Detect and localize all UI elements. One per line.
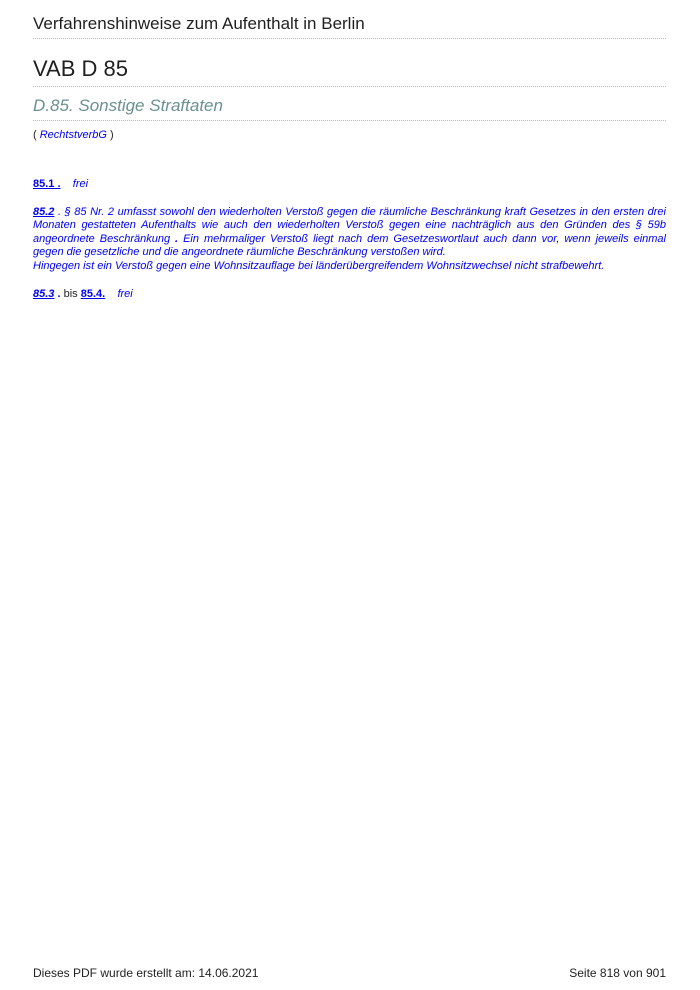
paragraph-bold-dot: . bbox=[170, 232, 179, 245]
section-dot-85-1[interactable]: . bbox=[54, 178, 61, 190]
page-footer bbox=[33, 966, 666, 980]
range-word: bis bbox=[60, 287, 81, 300]
section-subtitle: D.85. Sonstige Straftaten bbox=[33, 96, 666, 121]
paragraph-text-85-2b: Ein mehrmaliger Verstoß liegt nach dem Gesetzeswortlaut auch dann vor, wenn jeweils einmal gegen die gesetzliche und die angeordnete räumliche Beschränkung verstoßen wird. bbox=[33, 232, 666, 259]
paragraph-text-85-2c: Hingegen ist ein Verstoß gegen eine Wohnsitzauflage bei länderübergreifendem Wohnsitzwechsel nicht strafbewehrt. bbox=[33, 259, 605, 272]
paragraph-85-1 bbox=[33, 178, 666, 192]
section-link-85-3[interactable]: 85.3 bbox=[33, 287, 55, 300]
section-link-85-4[interactable]: 85.4. bbox=[80, 287, 106, 300]
paragraph-85-2 bbox=[33, 206, 666, 274]
reference-line bbox=[33, 129, 666, 141]
paragraph-text-85-3: frei bbox=[117, 287, 133, 300]
footer-created-date: Dieses PDF wurde erstellt am: 14.06.2021 bbox=[33, 966, 259, 980]
document-header: Verfahrenshinweise zum Aufenthalt in Berlin bbox=[33, 0, 666, 39]
paragraph-85-3 bbox=[33, 288, 666, 302]
paragraph-text-85-1: frei bbox=[72, 178, 89, 190]
footer-page-number: Seite 818 von 901 bbox=[569, 966, 666, 980]
page-title: VAB D 85 bbox=[33, 56, 666, 87]
section-link-85-2[interactable]: 85.2 bbox=[33, 205, 55, 218]
reference-link[interactable]: RechtstverbG bbox=[39, 129, 107, 141]
paragraph-text-85-2a: . § 85 Nr. 2 umfasst sowohl den wiederholten Verstoß gegen die räumliche Beschränkung kraft Gesetzes in den ersten drei Monaten gestatteten Aufenthalts wie auch den wiederholten Verstoß gegen eine nachträglich aus den Gründen des § 59b angeordnete Beschränkung bbox=[33, 205, 666, 245]
page-content bbox=[33, 0, 666, 301]
section-link-85-1[interactable]: 85.1 bbox=[33, 178, 55, 190]
section-dot-85-3: . bbox=[54, 287, 61, 300]
reference-open: ( bbox=[33, 129, 37, 141]
reference-close: ) bbox=[110, 129, 114, 141]
